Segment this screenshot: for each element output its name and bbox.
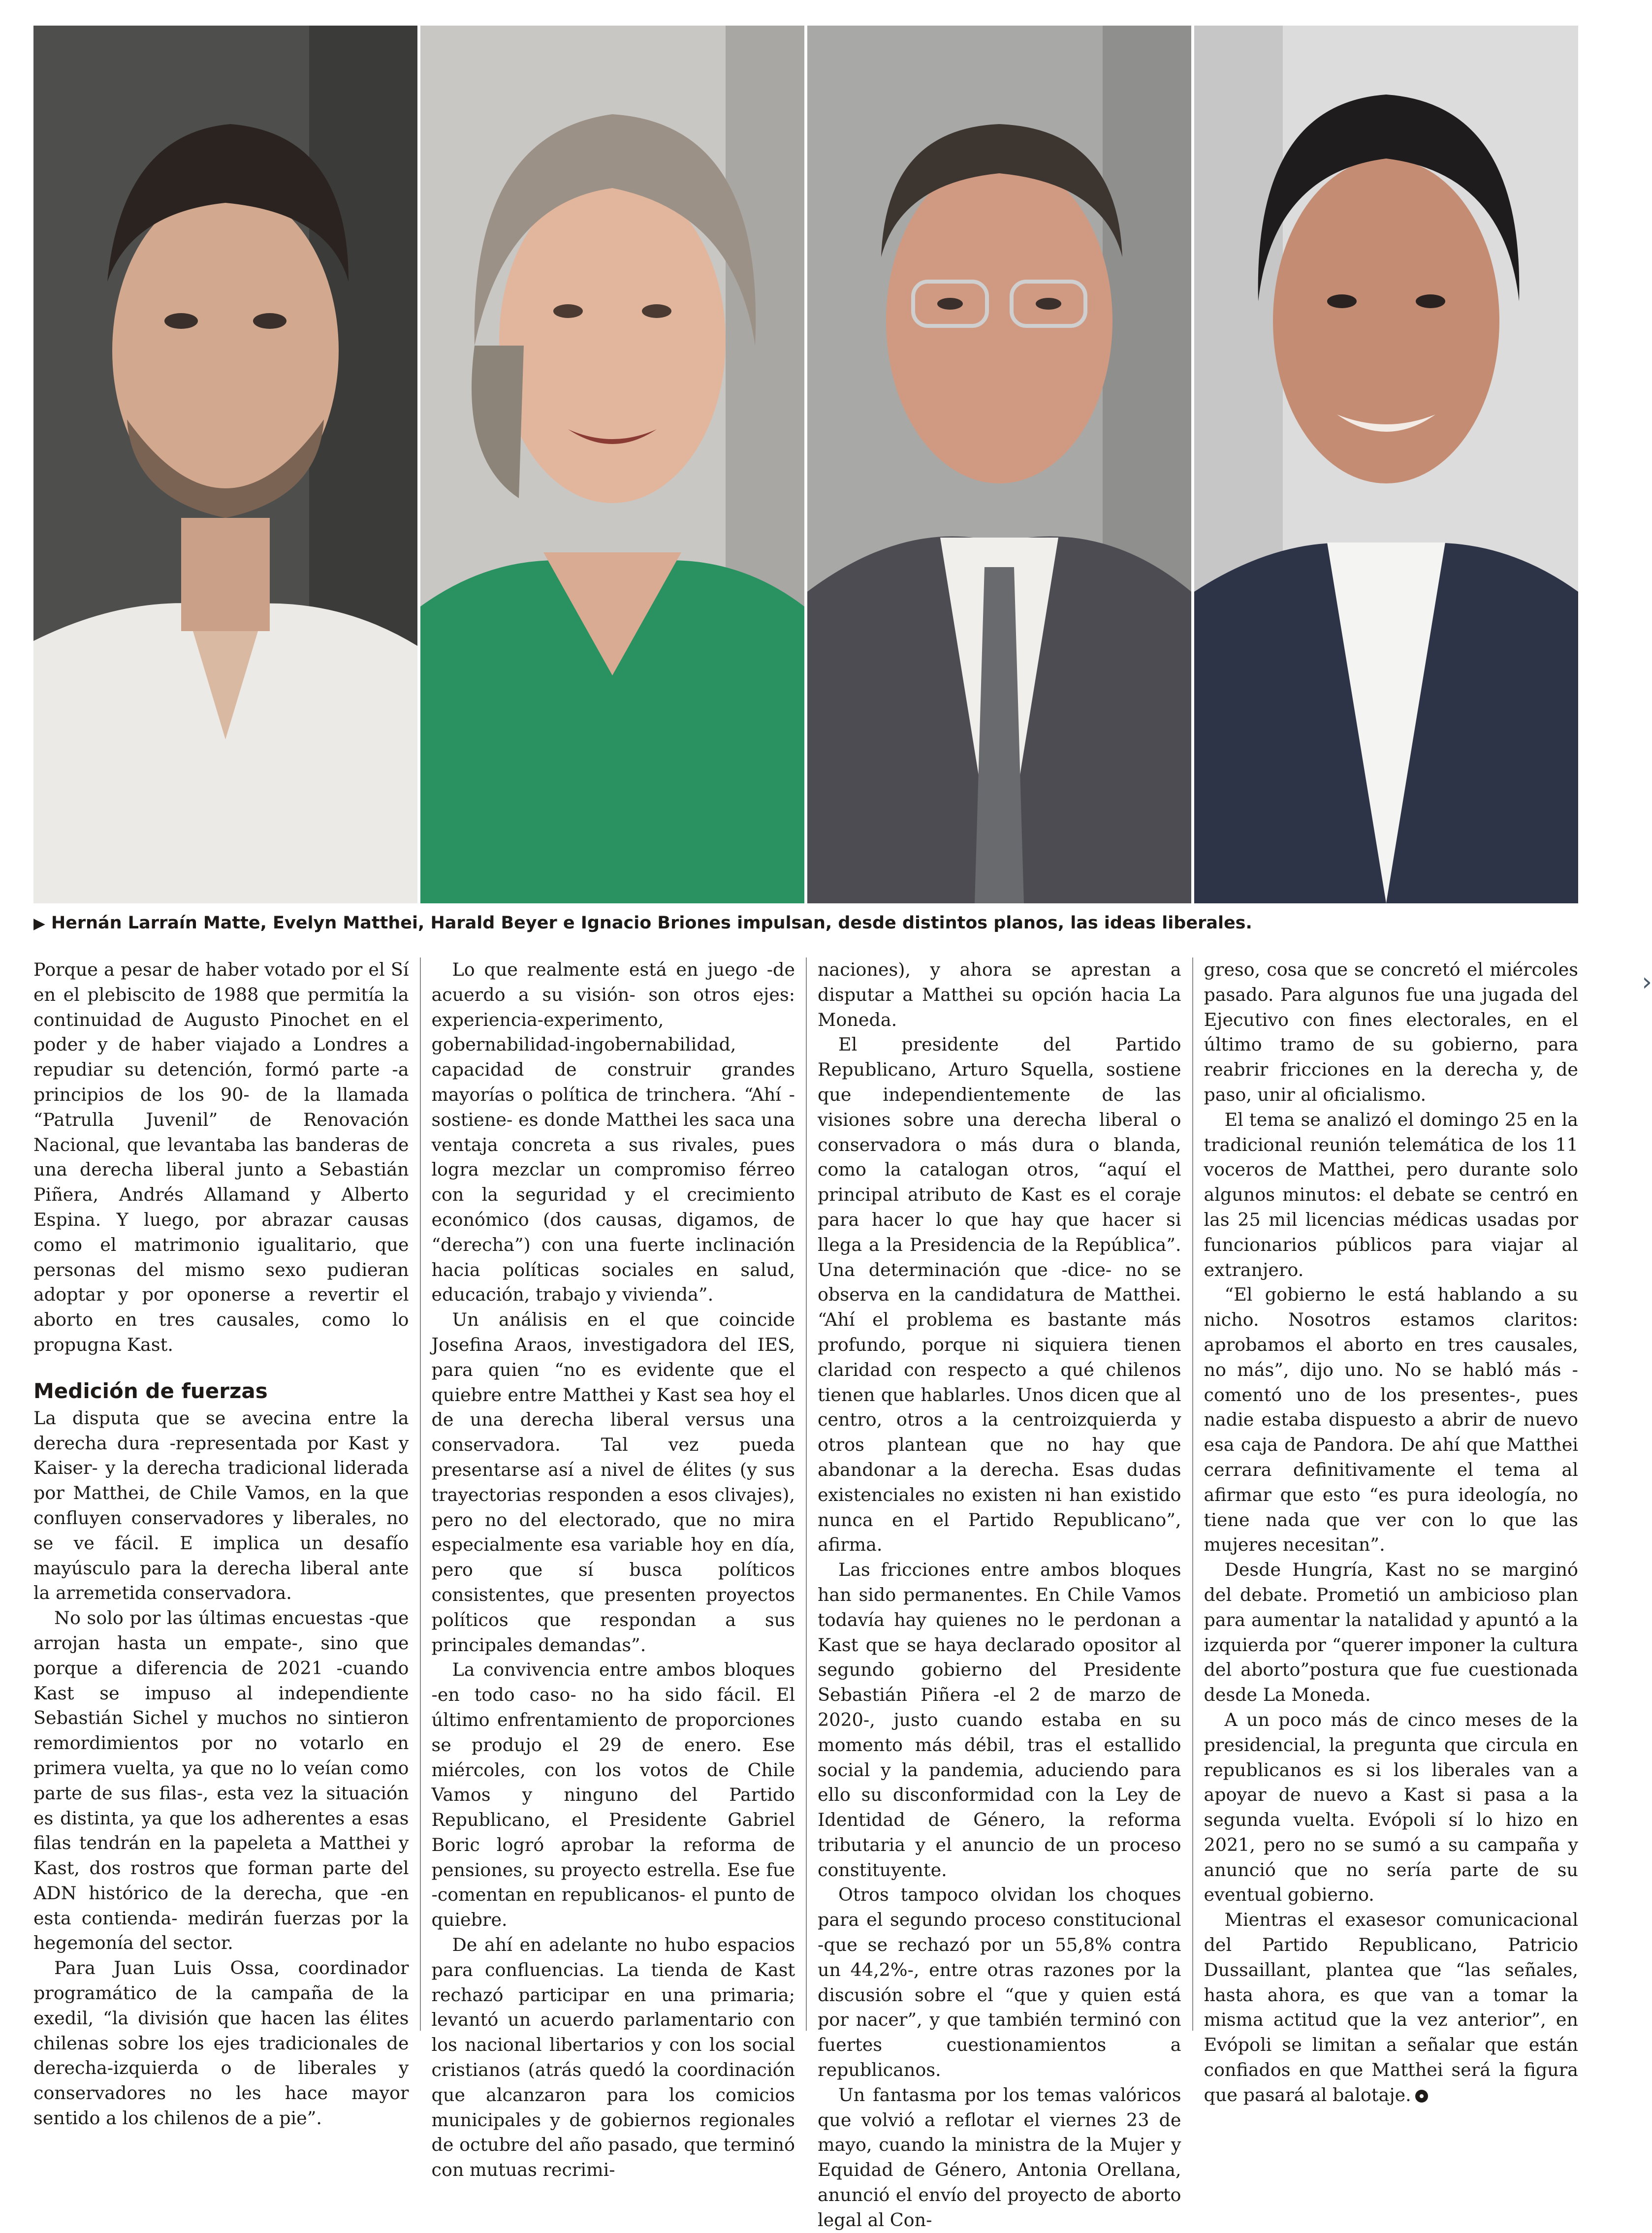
- section-heading: Medición de fuerzas: [33, 1378, 268, 1403]
- paragraph: Desde Hungría, Kast no se marginó del debate. Prometió un ambicioso plan para aumentar la natalidad y apuntó a la izquierda por “querer imponer la cultura del aborto”postura que fue cuestionada desde La Moneda.: [1204, 1559, 1578, 1706]
- article-column-1: [33, 957, 420, 2129]
- paragraph: greso, cosa que se concretó el miércoles pasado. Para algunos fue una jugada del Ejecutivo con fines electorales, en el último tramo de su gobierno, para reabrir fricciones en la derecha y, de paso, unir al oficialismo.: [1204, 959, 1578, 1105]
- photo-evelyn-matthei: [420, 26, 804, 903]
- photo-harald-beyer: [807, 26, 1191, 903]
- paragraph: Un fantasma por los temas valóricos que volvió a reflotar el viernes 23 de mayo, cuando la ministra de la Mujer y Equidad de Género, Antonia Orellana, anunció el envío del proyecto de aborto legal al Con-: [818, 2084, 1181, 2231]
- photo-strip: [33, 26, 1578, 903]
- paragraph: Porque a pesar de haber votado por el Sí en el plebiscito de 1988 que permitía la continuidad de Augusto Pinochet en el poder y de haber viajado a Londres a repudiar su detención, formó parte -a principios de los 90- de la llamada “Patrulla Juvenil” de Renovación Nacional, que levantaba las banderas de una derecha liberal junto a Sebastián Piñera, Andrés Allamand y Alberto Espina. Y luego, por abrazar causas como el matrimonio igualitario, que personas del mismo sexo pudieran adoptar y por oponerse a revertir el aborto en tres causales, como lo propugna Kast.: [33, 959, 409, 1355]
- paragraph: De ahí en adelante no hubo espacios para confluencias. La tienda de Kast rechazó participar en una primaria; levantó un acuerdo parlamentario con los nacional libertarios y con los social cristianos (atrás quedó la coordinación que alcanzaron para los comicios municipales y de gobiernos regionales de octubre del año pasado, que terminó con mutuas recrimi-: [431, 1934, 795, 2181]
- paragraph: Las fricciones entre ambos bloques han sido permanentes. En Chile Vamos todavía hay quienes no le perdonan a Kast que se haya declarado opositor al segundo gobierno del Presidente Sebastián Piñera -el 2 de marzo de 2020-, justo cuando estaba en su momento más débil, tras el estallido social y la pandemia, aduciendo para ello su disconformidad con la Ley de Identidad de Género, la reforma tributaria y el anuncio de un proceso constituyente.: [818, 1559, 1181, 1881]
- paragraph: “El gobierno le está hablando a su nicho. Nosotros estamos claritos: aprobamos el aborto en tres causales, no más”, dijo uno. No se habló más -comentó uno de los presentes-, pues nadie estaba dispuesto a abrir de nuevo esa caja de Pandora. De ahí que Matthei cerrara definitivamente el tema al afirmar que esto “es pura ideología, no tiene nada que ver con lo que las mujeres necesitan”.: [1204, 1284, 1578, 1556]
- caption-arrow-icon: ▶: [33, 915, 45, 932]
- end-of-article-icon: [1415, 2090, 1428, 2103]
- paragraph: Un análisis en el que coincide Josefina Araos, investigadora del IES, para quien “no es evidente que el quiebre entre Matthei y Kast sea hoy el de una derecha liberal versus una conservadora. Tal vez pueda presentarse así a nivel de élites (y sus trayectorias responden a esos clivajes), pero no del electorado, que no mira especialmente esa variable hoy en día, pero que sí busca políticos consistentes, que presenten proyectos políticos que respondan a sus principales demandas”.: [431, 1309, 795, 1656]
- paragraph: Para Juan Luis Ossa, coordinador programático de la campaña de la exedil, “la división que hacen las élites chilenas sobre los ejes tradicionales de derecha-izquierda o de liberales y conservadores no les hace mayor sentido a los chilenos de a pie”.: [33, 1957, 409, 2129]
- paragraph: naciones), y ahora se aprestan a disputar a Matthei su opción hacia La Moneda.: [818, 959, 1181, 1030]
- paragraph: El tema se analizó el domingo 25 en la tradicional reunión telemática de los 11 voceros de Matthei, pero durante solo algunos minutos: el debate se centró en las 25 mil licencias médicas usadas por funcionarios públicos para viajar al extranjero.: [1204, 1109, 1578, 1280]
- paragraph: No solo por las últimas encuestas -que arrojan hasta un empate-, sino que porque a diferencia de 2021 -cuando Kast se impuso al independiente Sebastián Sichel y muchos no sintieron remordimientos por no votarlo en primera vuelta, ya que no lo veían como parte de sus filas-, esta vez la situación es distinta, ya que los adherentes a esas filas tendrán en la papeleta a Matthei y Kast, dos rostros que forman parte del ADN histórico de la derecha, que -en esta contienda- medirán fuerzas por la hegemonía del sector.: [33, 1607, 409, 1954]
- article-column-2: [420, 957, 806, 2181]
- paragraph: El presidente del Partido Republicano, Arturo Squella, sostiene que independientemente de las visiones sobre una derecha liberal o conservadora o más dura o blanda, como la catalogan otros, “aquí el principal atributo de Kast es el coraje para hacer lo que hay que hacer si llega a la Presidencia de la República”. Una determinación que -dice- no se observa en la candidatura de Matthei. “Ahí el problema es bastante más profundo, porque ni siquiera tienen claridad con respecto a qué chilenos tienen que hablarles. Unos dicen que al centro, otros a la centroizquierda y otros plantean que no hay que abandonar a la derecha. Esas dudas existenciales no existen ni han existido nunca en el Partido Republicano”, afirma.: [818, 1034, 1181, 1556]
- photo-caption: [33, 906, 1578, 940]
- photo-hernan-larrain-matte: [33, 26, 417, 903]
- article-column-3: [806, 957, 1192, 2231]
- caption-text: Hernán Larraín Matte, Evelyn Matthei, Harald Beyer e Ignacio Briones impulsan, desde distintos planos, las ideas liberales.: [51, 913, 1252, 933]
- article-column-4: [1192, 957, 1579, 2105]
- paragraph: La convivencia entre ambos bloques -en todo caso- no ha sido fácil. El último enfrentamiento de proporciones se produjo el 29 de enero. Ese miércoles, con los votos de Chile Vamos y ninguno del Partido Republicano, el Presidente Gabriel Boric logró aprobar la reforma de pensiones, su proyecto estrella. Ese fue -comentan en republicanos- el punto de quiebre.: [431, 1659, 795, 1931]
- paragraph: La disputa que se avecina entre la derecha dura -representada por Kast y Kaiser- y la derecha tradicional liderada por Matthei, de Chile Vamos, en la que confluyen conservadores y liberales, no se ve fácil. E implica un desafío mayúsculo para la derecha liberal ante la arremetida conservadora.: [33, 1407, 409, 1604]
- next-page-chevron-icon[interactable]: ›: [1642, 967, 1652, 997]
- final-paragraph-text: Mientras el exasesor comunicacional del Partido Republicano, Patricio Dussaillant, plantea que “las señales, hasta ahora, es que van a tomar la misma actitud que la vez anterior”, en Evópoli se limitan a señalar que están confiados en que Matthei será la figura que pasará al balotaje.: [1204, 1909, 1578, 2105]
- paragraph: Lo que realmente está en juego -de acuerdo a su visión- son otros ejes: experiencia-experimento, gobernabilidad-ingobernabilidad, capacidad de construir grandes mayorías o política de trinchera. “Ahí -sostiene- es donde Matthei les saca una ventaja concreta a sus rivales, pues logra mezclar un compromiso férreo con la seguridad y el crecimiento económico (dos causas, digamos, de “derecha”) con una fuerte inclinación hacia políticas sociales en salud, educación, trabajo y vivienda”.: [431, 959, 795, 1306]
- paragraph: A un poco más de cinco meses de la presidencial, la pregunta que circula en republicanos es si los liberales van a apoyar de nuevo a Kast si pasa a la segunda vuelta. Evópoli sí lo hizo en 2021, pero no se sumó a su campaña y anunció que no sería parte de su eventual gobierno.: [1204, 1709, 1578, 1906]
- paragraph: Otros tampoco olvidan los choques para el segundo proceso constitucional -que se rechazó por un 55,8% contra un 44,2%-, entre otras razones por la discusión sobre el “que y quien está por nacer”, y que también terminó con fuertes cuestionamientos a republicanos.: [818, 1884, 1181, 2081]
- photo-ignacio-briones: [1194, 26, 1578, 903]
- paragraph-final: [1204, 1908, 1579, 2107]
- article-body: [33, 957, 1578, 2231]
